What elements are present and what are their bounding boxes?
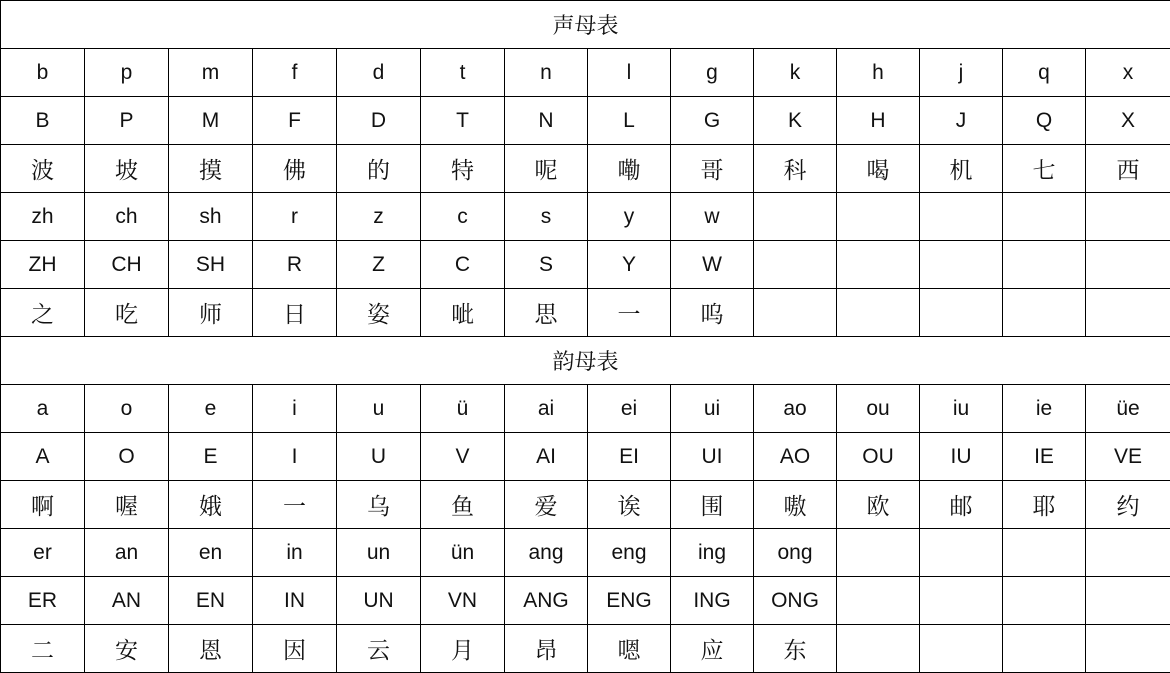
empty-cell — [837, 577, 920, 625]
table-cell: ai — [505, 385, 588, 433]
table-row — [1, 385, 1170, 433]
empty-cell — [1003, 625, 1086, 673]
table-cell: a — [1, 385, 85, 433]
table-cell: an — [85, 529, 169, 577]
empty-cell — [920, 577, 1003, 625]
table-cell: G — [671, 97, 754, 145]
table-cell: 之 — [1, 289, 85, 337]
table-cell: eng — [588, 529, 671, 577]
table-cell: 二 — [1, 625, 85, 673]
table-cell: s — [505, 193, 588, 241]
table-cell: IU — [920, 433, 1003, 481]
table-cell: AI — [505, 433, 588, 481]
table-cell: ie — [1003, 385, 1086, 433]
table-cell: V — [421, 433, 505, 481]
table-cell: e — [169, 385, 253, 433]
empty-cell — [837, 529, 920, 577]
empty-cell — [1086, 241, 1170, 289]
table-cell: 特 — [421, 145, 505, 193]
table-row — [1, 145, 1170, 193]
table-row — [1, 577, 1170, 625]
table-cell: 月 — [421, 625, 505, 673]
shengmu-title-row — [1, 1, 1170, 49]
empty-cell — [754, 289, 837, 337]
table-cell: AN — [85, 577, 169, 625]
table-cell: k — [754, 49, 837, 97]
table-cell: ün — [421, 529, 505, 577]
table-body — [1, 1, 1170, 673]
table-cell: 约 — [1086, 481, 1170, 529]
table-cell: B — [1, 97, 85, 145]
table-row — [1, 97, 1170, 145]
table-cell: 昂 — [505, 625, 588, 673]
table-cell: C — [421, 241, 505, 289]
table-cell: 因 — [253, 625, 337, 673]
empty-cell — [754, 193, 837, 241]
table-cell: A — [1, 433, 85, 481]
table-cell: u — [337, 385, 421, 433]
table-cell: AO — [754, 433, 837, 481]
table-cell: 东 — [754, 625, 837, 673]
table-cell: 嗷 — [754, 481, 837, 529]
table-cell: ei — [588, 385, 671, 433]
table-cell: SH — [169, 241, 253, 289]
table-cell: F — [253, 97, 337, 145]
table-cell: W — [671, 241, 754, 289]
empty-cell — [837, 241, 920, 289]
table-cell: ONG — [754, 577, 837, 625]
table-cell: IN — [253, 577, 337, 625]
table-cell: I — [253, 433, 337, 481]
table-cell: X — [1086, 97, 1170, 145]
table-cell: 一 — [253, 481, 337, 529]
table-row — [1, 241, 1170, 289]
shengmu-table-title: 声母表 — [1, 1, 1170, 49]
empty-cell — [837, 625, 920, 673]
table-cell: ENG — [588, 577, 671, 625]
table-cell: 机 — [920, 145, 1003, 193]
table-cell: 佛 — [253, 145, 337, 193]
table-cell: p — [85, 49, 169, 97]
table-cell: K — [754, 97, 837, 145]
empty-cell — [920, 241, 1003, 289]
table-cell: OU — [837, 433, 920, 481]
table-row — [1, 49, 1170, 97]
table-cell: P — [85, 97, 169, 145]
empty-cell — [920, 529, 1003, 577]
table-cell: 安 — [85, 625, 169, 673]
empty-cell — [1003, 529, 1086, 577]
table-cell: m — [169, 49, 253, 97]
table-cell: 呲 — [421, 289, 505, 337]
table-cell: ING — [671, 577, 754, 625]
empty-cell — [1086, 625, 1170, 673]
table-cell: j — [920, 49, 1003, 97]
table-cell: E — [169, 433, 253, 481]
table-cell: Y — [588, 241, 671, 289]
table-cell: ao — [754, 385, 837, 433]
table-cell: 姿 — [337, 289, 421, 337]
table-cell: 围 — [671, 481, 754, 529]
empty-cell — [837, 193, 920, 241]
table-cell: 啊 — [1, 481, 85, 529]
table-cell: 恩 — [169, 625, 253, 673]
table-cell: ing — [671, 529, 754, 577]
table-cell: IE — [1003, 433, 1086, 481]
table-cell: in — [253, 529, 337, 577]
table-row — [1, 625, 1170, 673]
yunmu-title-row — [1, 337, 1170, 385]
empty-cell — [1086, 289, 1170, 337]
empty-cell — [1003, 289, 1086, 337]
table-cell: y — [588, 193, 671, 241]
table-cell: n — [505, 49, 588, 97]
table-cell: 师 — [169, 289, 253, 337]
table-cell: i — [253, 385, 337, 433]
table-row — [1, 289, 1170, 337]
empty-cell — [1086, 577, 1170, 625]
table-cell: 耶 — [1003, 481, 1086, 529]
table-cell: zh — [1, 193, 85, 241]
table-cell: ER — [1, 577, 85, 625]
table-cell: 嗯 — [588, 625, 671, 673]
table-cell: t — [421, 49, 505, 97]
empty-cell — [1003, 193, 1086, 241]
table-cell: üe — [1086, 385, 1170, 433]
table-cell: iu — [920, 385, 1003, 433]
table-cell: sh — [169, 193, 253, 241]
table-cell: 欧 — [837, 481, 920, 529]
empty-cell — [1003, 577, 1086, 625]
table-cell: 七 — [1003, 145, 1086, 193]
table-cell: ang — [505, 529, 588, 577]
table-cell: x — [1086, 49, 1170, 97]
table-cell: b — [1, 49, 85, 97]
empty-cell — [920, 289, 1003, 337]
table-cell: c — [421, 193, 505, 241]
table-cell: N — [505, 97, 588, 145]
table-cell: 西 — [1086, 145, 1170, 193]
table-cell: O — [85, 433, 169, 481]
table-cell: 嘞 — [588, 145, 671, 193]
table-cell: ANG — [505, 577, 588, 625]
empty-cell — [1003, 241, 1086, 289]
table-cell: H — [837, 97, 920, 145]
table-cell: 波 — [1, 145, 85, 193]
table-cell: 娥 — [169, 481, 253, 529]
table-cell: M — [169, 97, 253, 145]
table-cell: ZH — [1, 241, 85, 289]
table-cell: L — [588, 97, 671, 145]
table-cell: ui — [671, 385, 754, 433]
empty-cell — [837, 289, 920, 337]
table-cell: J — [920, 97, 1003, 145]
table-cell: 摸 — [169, 145, 253, 193]
table-cell: un — [337, 529, 421, 577]
table-cell: w — [671, 193, 754, 241]
table-cell: U — [337, 433, 421, 481]
empty-cell — [754, 241, 837, 289]
table-cell: UI — [671, 433, 754, 481]
table-cell: 呢 — [505, 145, 588, 193]
table-cell: 呜 — [671, 289, 754, 337]
table-cell: h — [837, 49, 920, 97]
table-cell: 坡 — [85, 145, 169, 193]
table-cell: 应 — [671, 625, 754, 673]
table-cell: ong — [754, 529, 837, 577]
table-cell: 的 — [337, 145, 421, 193]
table-cell: ch — [85, 193, 169, 241]
table-cell: 诶 — [588, 481, 671, 529]
empty-cell — [920, 625, 1003, 673]
table-cell: l — [588, 49, 671, 97]
table-cell: 哥 — [671, 145, 754, 193]
yunmu-table-title: 韵母表 — [1, 337, 1170, 385]
table-cell: T — [421, 97, 505, 145]
table-cell: R — [253, 241, 337, 289]
table-row — [1, 433, 1170, 481]
table-cell: 吃 — [85, 289, 169, 337]
table-cell: Z — [337, 241, 421, 289]
table-cell: 一 — [588, 289, 671, 337]
table-cell: 爱 — [505, 481, 588, 529]
table-row — [1, 193, 1170, 241]
table-cell: 日 — [253, 289, 337, 337]
empty-cell — [920, 193, 1003, 241]
table-cell: CH — [85, 241, 169, 289]
table-cell: 喔 — [85, 481, 169, 529]
table-cell: 科 — [754, 145, 837, 193]
table-cell: S — [505, 241, 588, 289]
empty-cell — [1086, 193, 1170, 241]
table-cell: EI — [588, 433, 671, 481]
table-cell: VE — [1086, 433, 1170, 481]
table-cell: q — [1003, 49, 1086, 97]
table-cell: UN — [337, 577, 421, 625]
table-cell: ü — [421, 385, 505, 433]
table-cell: VN — [421, 577, 505, 625]
table-cell: g — [671, 49, 754, 97]
table-cell: d — [337, 49, 421, 97]
empty-cell — [1086, 529, 1170, 577]
table-cell: ou — [837, 385, 920, 433]
table-cell: 云 — [337, 625, 421, 673]
table-cell: f — [253, 49, 337, 97]
table-cell: o — [85, 385, 169, 433]
table-row — [1, 529, 1170, 577]
table-cell: z — [337, 193, 421, 241]
table-cell: Q — [1003, 97, 1086, 145]
table-cell: 邮 — [920, 481, 1003, 529]
table-cell: D — [337, 97, 421, 145]
table-cell: r — [253, 193, 337, 241]
table-row — [1, 481, 1170, 529]
table-cell: 鱼 — [421, 481, 505, 529]
table-cell: en — [169, 529, 253, 577]
table-cell: 喝 — [837, 145, 920, 193]
table-cell: EN — [169, 577, 253, 625]
table-cell: 思 — [505, 289, 588, 337]
table-cell: 乌 — [337, 481, 421, 529]
table-cell: er — [1, 529, 85, 577]
